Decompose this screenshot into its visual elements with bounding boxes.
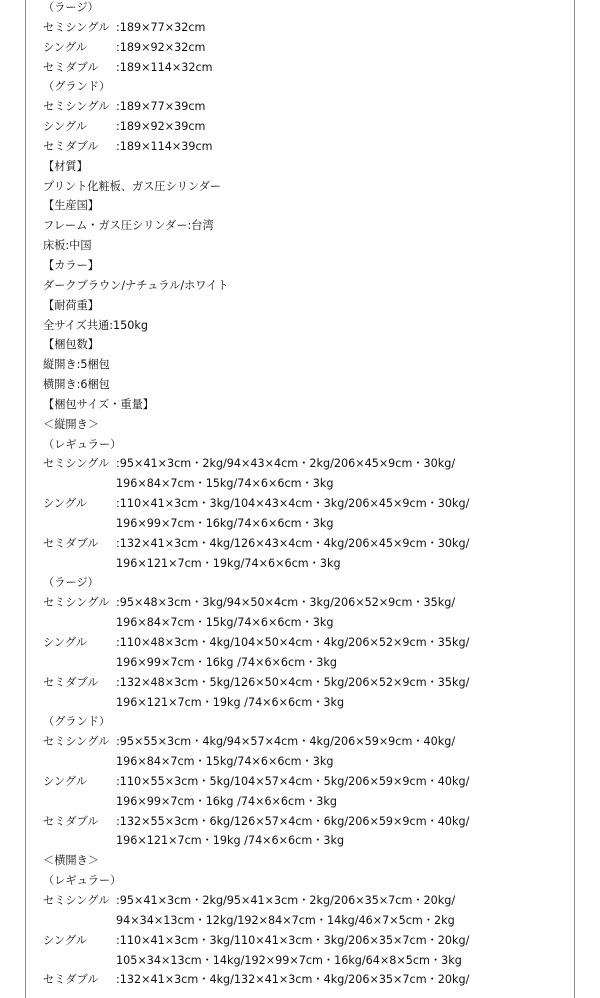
spec-row — [43, 593, 563, 613]
spec-row — [43, 633, 563, 653]
spec-row-continuation — [43, 554, 563, 574]
spec-row-continuation — [43, 514, 563, 534]
spec-value: :132×41×3cm・4kg/132×41×3cm・4kg/206×35×7cm・20kg/ — [116, 973, 470, 987]
spec-row — [43, 772, 563, 792]
spec-line: ＜縦開き＞ — [43, 417, 99, 431]
spec-line: 【梱包サイズ・重量】 — [43, 397, 154, 411]
spec-line: （ラージ） — [43, 576, 99, 590]
spec-line: ＜横開き＞ — [43, 854, 99, 868]
spec-row — [43, 891, 563, 911]
spec-value: :95×41×3cm・2kg/94×43×4cm・2kg/206×45×9cm・30kg/ — [116, 457, 456, 471]
spec-value: :189×92×32cm — [116, 40, 206, 54]
spec-label: セミダブル — [43, 675, 99, 689]
spec-list — [43, 0, 563, 990]
spec-row — [43, 970, 563, 990]
spec-label: セミダブル — [43, 973, 99, 987]
spec-row — [43, 117, 563, 137]
spec-value: :132×48×3cm・5kg/126×50×4cm・5kg/206×52×9cm・35kg/ — [116, 675, 470, 689]
spec-line: （レギュラー） — [43, 437, 122, 451]
spec-value: :110×41×3cm・3kg/104×43×4cm・3kg/206×45×9cm・30kg/ — [116, 497, 470, 511]
spec-value: :132×55×3cm・6kg/126×57×4cm・6kg/206×59×9cm・40kg/ — [116, 814, 470, 828]
spec-row-continuation — [43, 653, 563, 673]
spec-line: 床板:中国 — [43, 239, 92, 253]
spec-line: （レギュラー） — [43, 874, 122, 888]
spec-line: （グランド） — [43, 715, 111, 729]
spec-row — [43, 18, 563, 38]
spec-label: シングル — [43, 933, 87, 947]
spec-row — [43, 673, 563, 693]
spec-row — [43, 58, 563, 78]
spec-line: 【生産国】 — [43, 199, 99, 213]
spec-row — [43, 137, 563, 157]
spec-label: シングル — [43, 497, 87, 511]
spec-line: 【カラー】 — [43, 258, 99, 272]
spec-row — [43, 534, 563, 554]
spec-row-continuation — [43, 752, 563, 772]
spec-row-continuation — [43, 792, 563, 812]
spec-line: 横開き:6梱包 — [43, 378, 110, 392]
spec-label: シングル — [43, 40, 87, 54]
spec-value: 105×34×13cm・14kg/192×99×7cm・16kg/64×8×5cm・3kg — [116, 953, 462, 967]
spec-line: 縦開き:5梱包 — [43, 358, 110, 372]
spec-line: 【梱包数】 — [43, 338, 99, 352]
spec-value: :95×55×3cm・4kg/94×57×4cm・4kg/206×59×9cm・40kg/ — [116, 735, 456, 749]
spec-row — [43, 732, 563, 752]
spec-line: 【材質】 — [43, 159, 88, 173]
spec-value: :110×41×3cm・3kg/110×41×3cm・3kg/206×35×7cm・20kg/ — [116, 933, 470, 947]
spec-label: セミダブル — [43, 60, 99, 74]
spec-value: :95×41×3cm・2kg/95×41×3cm・2kg/206×35×7cm・20kg/ — [116, 893, 456, 907]
spec-value: :110×48×3cm・4kg/104×50×4cm・4kg/206×52×9cm・35kg/ — [116, 636, 470, 649]
spec-row-continuation — [43, 831, 563, 851]
spec-label: セミシングル — [43, 100, 110, 114]
spec-label: セミシングル — [43, 596, 110, 610]
spec-row-continuation — [43, 951, 563, 971]
spec-label: シングル — [43, 636, 87, 649]
spec-value: :110×55×3cm・5kg/104×57×4cm・5kg/206×59×9cm・40kg/ — [116, 774, 470, 788]
spec-row-continuation — [43, 474, 563, 494]
spec-value: :189×77×39cm — [116, 100, 206, 114]
spec-label: セミダブル — [43, 814, 99, 828]
spec-row — [43, 38, 563, 58]
spec-value: 196×84×7cm・15kg/74×6×6cm・3kg — [116, 616, 334, 630]
spec-value: :189×92×39cm — [116, 120, 206, 134]
spec-label: シングル — [43, 120, 87, 134]
spec-value: :189×114×39cm — [116, 139, 213, 153]
spec-line: （ラージ） — [43, 1, 99, 14]
spec-label: セミシングル — [43, 893, 110, 907]
spec-value: 94×34×13cm・12kg/192×84×7cm・14kg/46×7×5cm・2kg — [116, 913, 455, 927]
spec-line: フレーム・ガス圧シリンダー:台湾 — [43, 219, 214, 233]
spec-row-continuation — [43, 911, 563, 931]
spec-row — [43, 812, 563, 832]
spec-line: プリント化粧板、ガス圧シリンダー — [43, 179, 222, 193]
spec-value: 196×99×7cm・16kg /74×6×6cm・3kg — [116, 655, 337, 669]
spec-value: :95×48×3cm・3kg/94×50×4cm・3kg/206×52×9cm・35kg/ — [116, 596, 456, 610]
spec-row-continuation — [43, 693, 563, 713]
spec-value: :189×114×32cm — [116, 60, 213, 74]
spec-value: 196×121×7cm・19kg /74×6×6cm・3kg — [116, 695, 345, 709]
spec-value: 196×99×7cm・16kg /74×6×6cm・3kg — [116, 794, 337, 808]
spec-label: セミダブル — [43, 536, 99, 550]
spec-line: ダークブラウン/ナチュラル/ホワイト — [43, 278, 229, 292]
spec-row-continuation — [43, 613, 563, 633]
spec-value: 196×84×7cm・15kg/74×6×6cm・3kg — [116, 755, 334, 769]
spec-value: :132×41×3cm・4kg/126×43×4cm・4kg/206×45×9cm・30kg/ — [116, 536, 470, 550]
spec-row — [43, 97, 563, 117]
spec-row — [43, 494, 563, 514]
spec-value: 196×121×7cm・19kg /74×6×6cm・3kg — [116, 834, 345, 848]
spec-label: セミシングル — [43, 735, 110, 749]
spec-line: 全サイズ共通:150kg — [43, 318, 148, 332]
spec-row — [43, 454, 563, 474]
spec-line: （グランド） — [43, 80, 111, 94]
spec-value: 196×99×7cm・16kg/74×6×6cm・3kg — [116, 516, 334, 530]
spec-row — [43, 931, 563, 951]
spec-label: セミダブル — [43, 139, 99, 153]
spec-value: :189×77×32cm — [116, 20, 206, 34]
spec-label: シングル — [43, 774, 87, 788]
spec-label: セミシングル — [43, 20, 110, 34]
spec-label: セミシングル — [43, 457, 110, 471]
spec-value: 196×121×7cm・19kg/74×6×6cm・3kg — [116, 556, 341, 570]
spec-line: 【耐荷重】 — [43, 298, 99, 312]
spec-value: 196×84×7cm・15kg/74×6×6cm・3kg — [116, 477, 334, 491]
